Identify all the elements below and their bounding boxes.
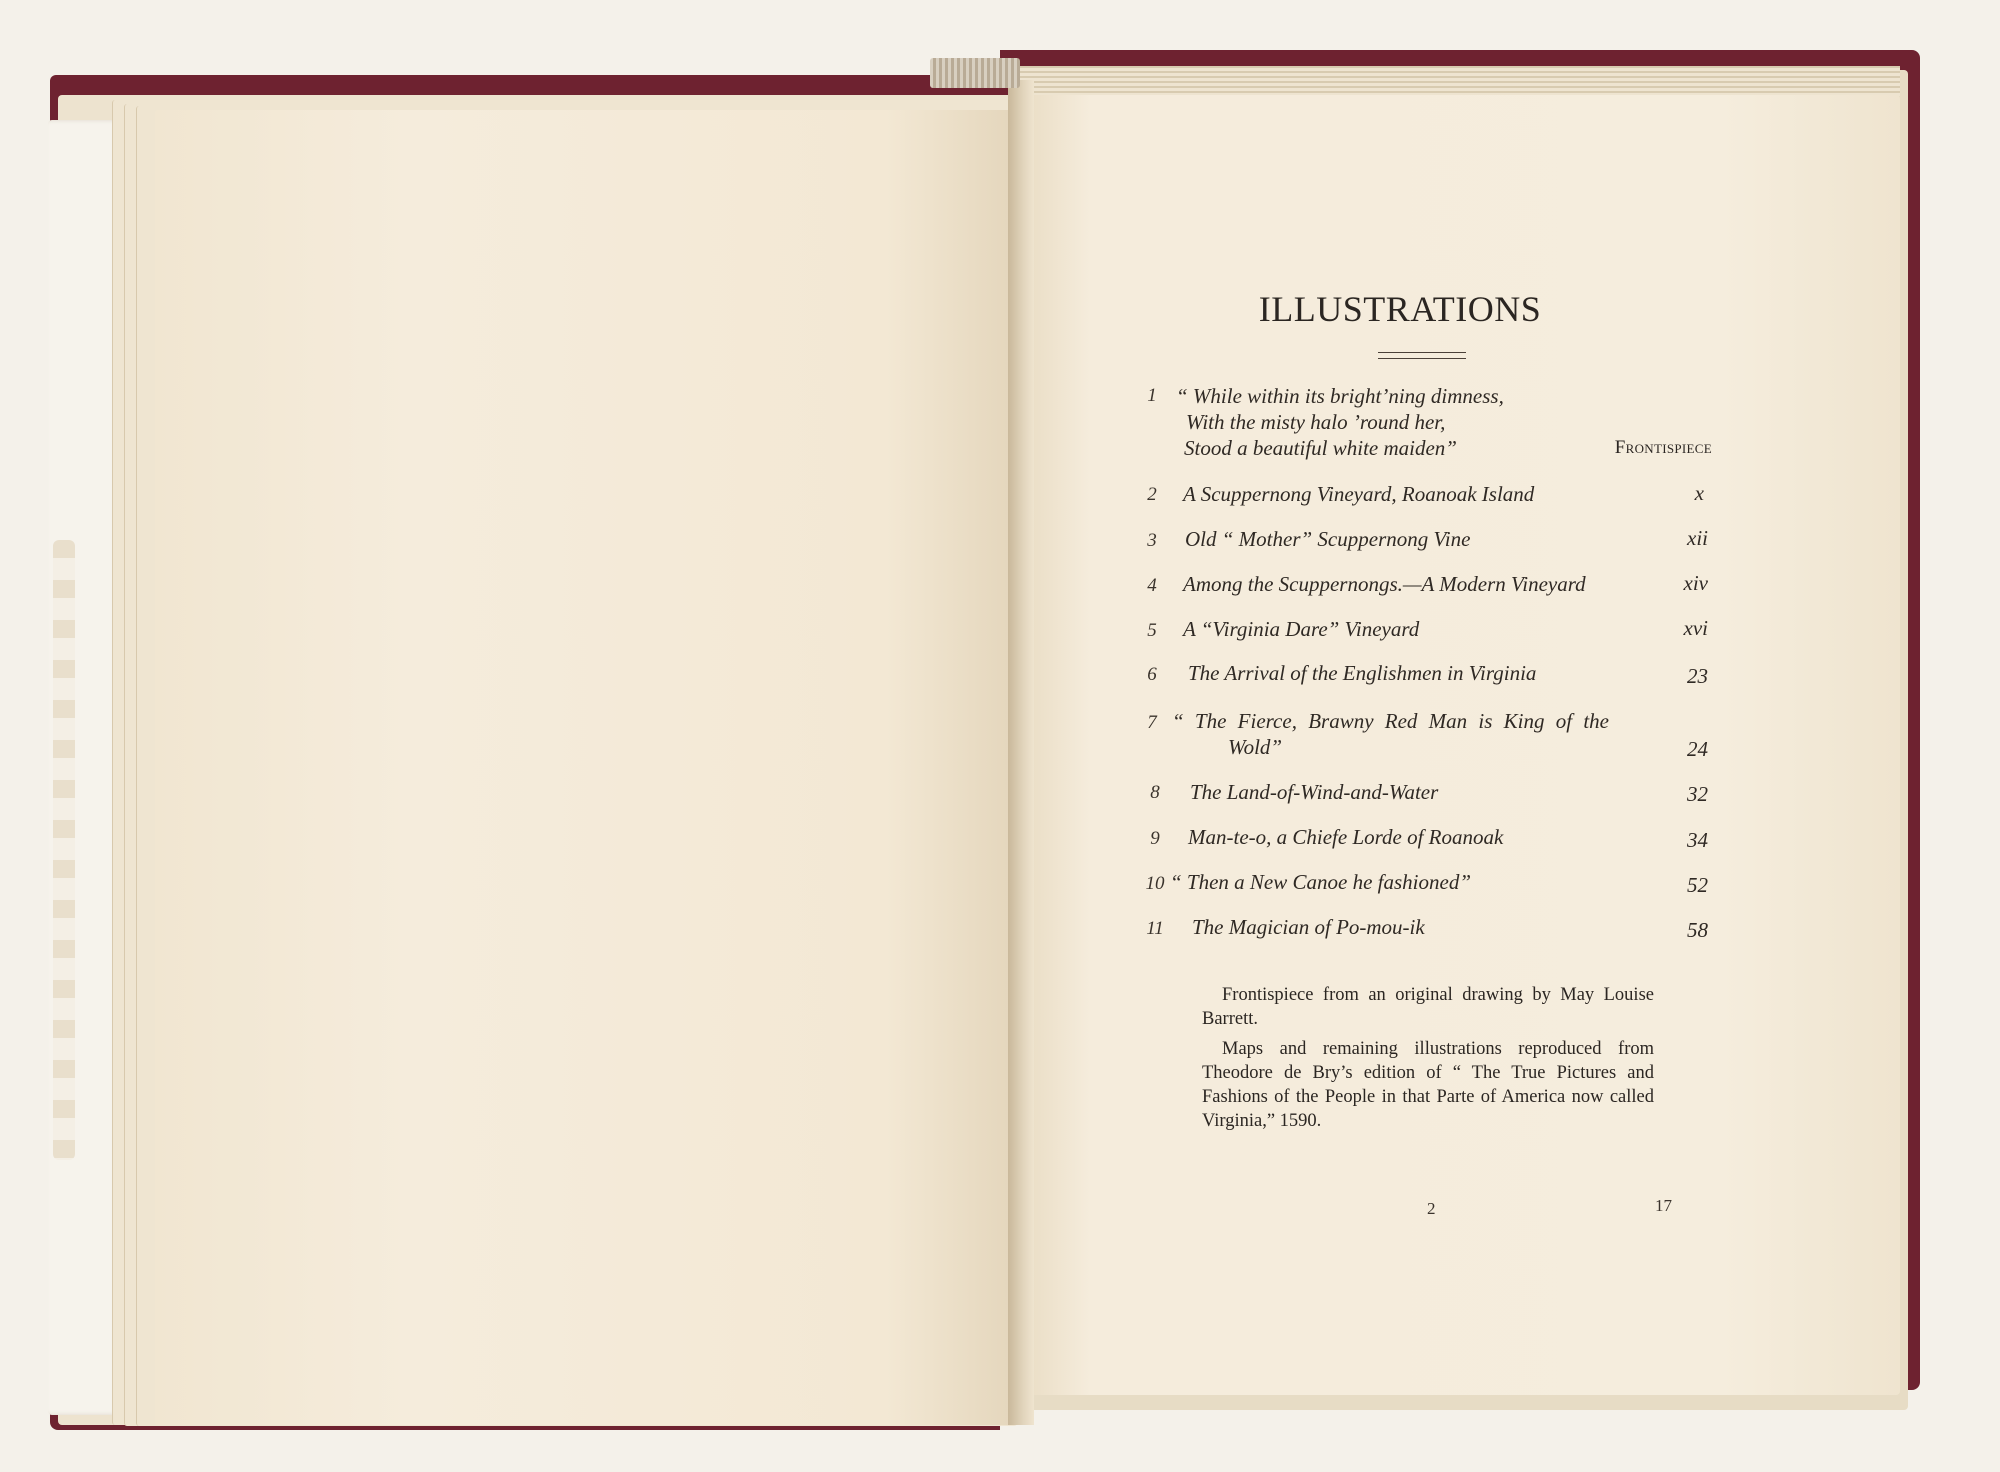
item-page-frontispiece: Frontispiece [1614, 437, 1712, 458]
item-page: 58 [1687, 918, 1708, 942]
note-frontispiece: Frontispiece from an original drawing by May Louise Barrett. [1202, 985, 1654, 1029]
item-number: 6 [1147, 664, 1157, 685]
item-title-line: The Magician of Po-mou-ik [1192, 915, 1425, 939]
item-title-line: Wold” [1228, 735, 1283, 759]
item-page: 32 [1687, 782, 1708, 806]
item-page: xvi [1683, 616, 1708, 640]
item-page: xiv [1683, 571, 1708, 595]
item-number: 10 [1145, 873, 1165, 894]
item-page: xii [1687, 526, 1708, 550]
page-number: 17 [1655, 1196, 1672, 1215]
item-page: 24 [1687, 737, 1708, 761]
item-title-line: Man-te-o, a Chiefe Lorde of Roanoak [1188, 825, 1504, 849]
item-page: x [1694, 481, 1704, 505]
item-title-line: “ Then a New Canoe he fashioned” [1170, 870, 1472, 894]
signature-mark: 2 [1427, 1199, 1436, 1218]
item-title-line: “ The Fierce, Brawny Red Man is King of the [1172, 709, 1610, 733]
item-number: 7 [1147, 712, 1157, 733]
item-number: 3 [1147, 530, 1157, 551]
item-title-line: The Arrival of the Englishmen in Virginia [1188, 661, 1537, 685]
item-page: 23 [1687, 664, 1708, 688]
heading-rule [1378, 352, 1466, 359]
page-edges-top [1020, 66, 1900, 96]
item-title-line: Among the Scuppernongs.—A Modern Vineyard [1183, 572, 1586, 596]
book-gutter [1008, 80, 1034, 1425]
item-title-line: The Land-of-Wind-and-Water [1190, 780, 1439, 804]
note-illustrations-source: Maps and remaining illustrations reproduced from Theodore de Bry’s edition of “ The True Pictures and Fashions of the People in that Parte of America now called Virginia,” 1590. [1202, 1039, 1654, 1131]
item-title-line: With the misty halo ’round her, [1186, 410, 1446, 434]
item-number: 2 [1147, 484, 1157, 505]
item-title-line: Old “ Mother” Scuppernong Vine [1185, 527, 1471, 551]
item-title-line: “ While within its bright’ning dimness, [1176, 384, 1504, 408]
item-page: 34 [1687, 828, 1708, 852]
item-number: 4 [1147, 575, 1157, 596]
item-page: 52 [1687, 873, 1708, 897]
item-number: 11 [1146, 918, 1164, 939]
page-heading: ILLUSTRATIONS [1258, 289, 1542, 329]
item-title-line: A “Virginia Dare” Vineyard [1183, 617, 1420, 641]
item-title-line: Stood a beautiful white maiden” [1184, 436, 1457, 460]
item-number: 8 [1150, 782, 1160, 803]
item-number: 9 [1150, 828, 1160, 849]
left-page-blank [155, 110, 1015, 1425]
headband [930, 58, 1020, 88]
item-title-line: A Scuppernong Vineyard, Roanoak Island [1183, 482, 1535, 506]
item-number: 1 [1147, 385, 1157, 406]
item-number: 5 [1147, 620, 1157, 641]
note-block [1202, 983, 1654, 1133]
